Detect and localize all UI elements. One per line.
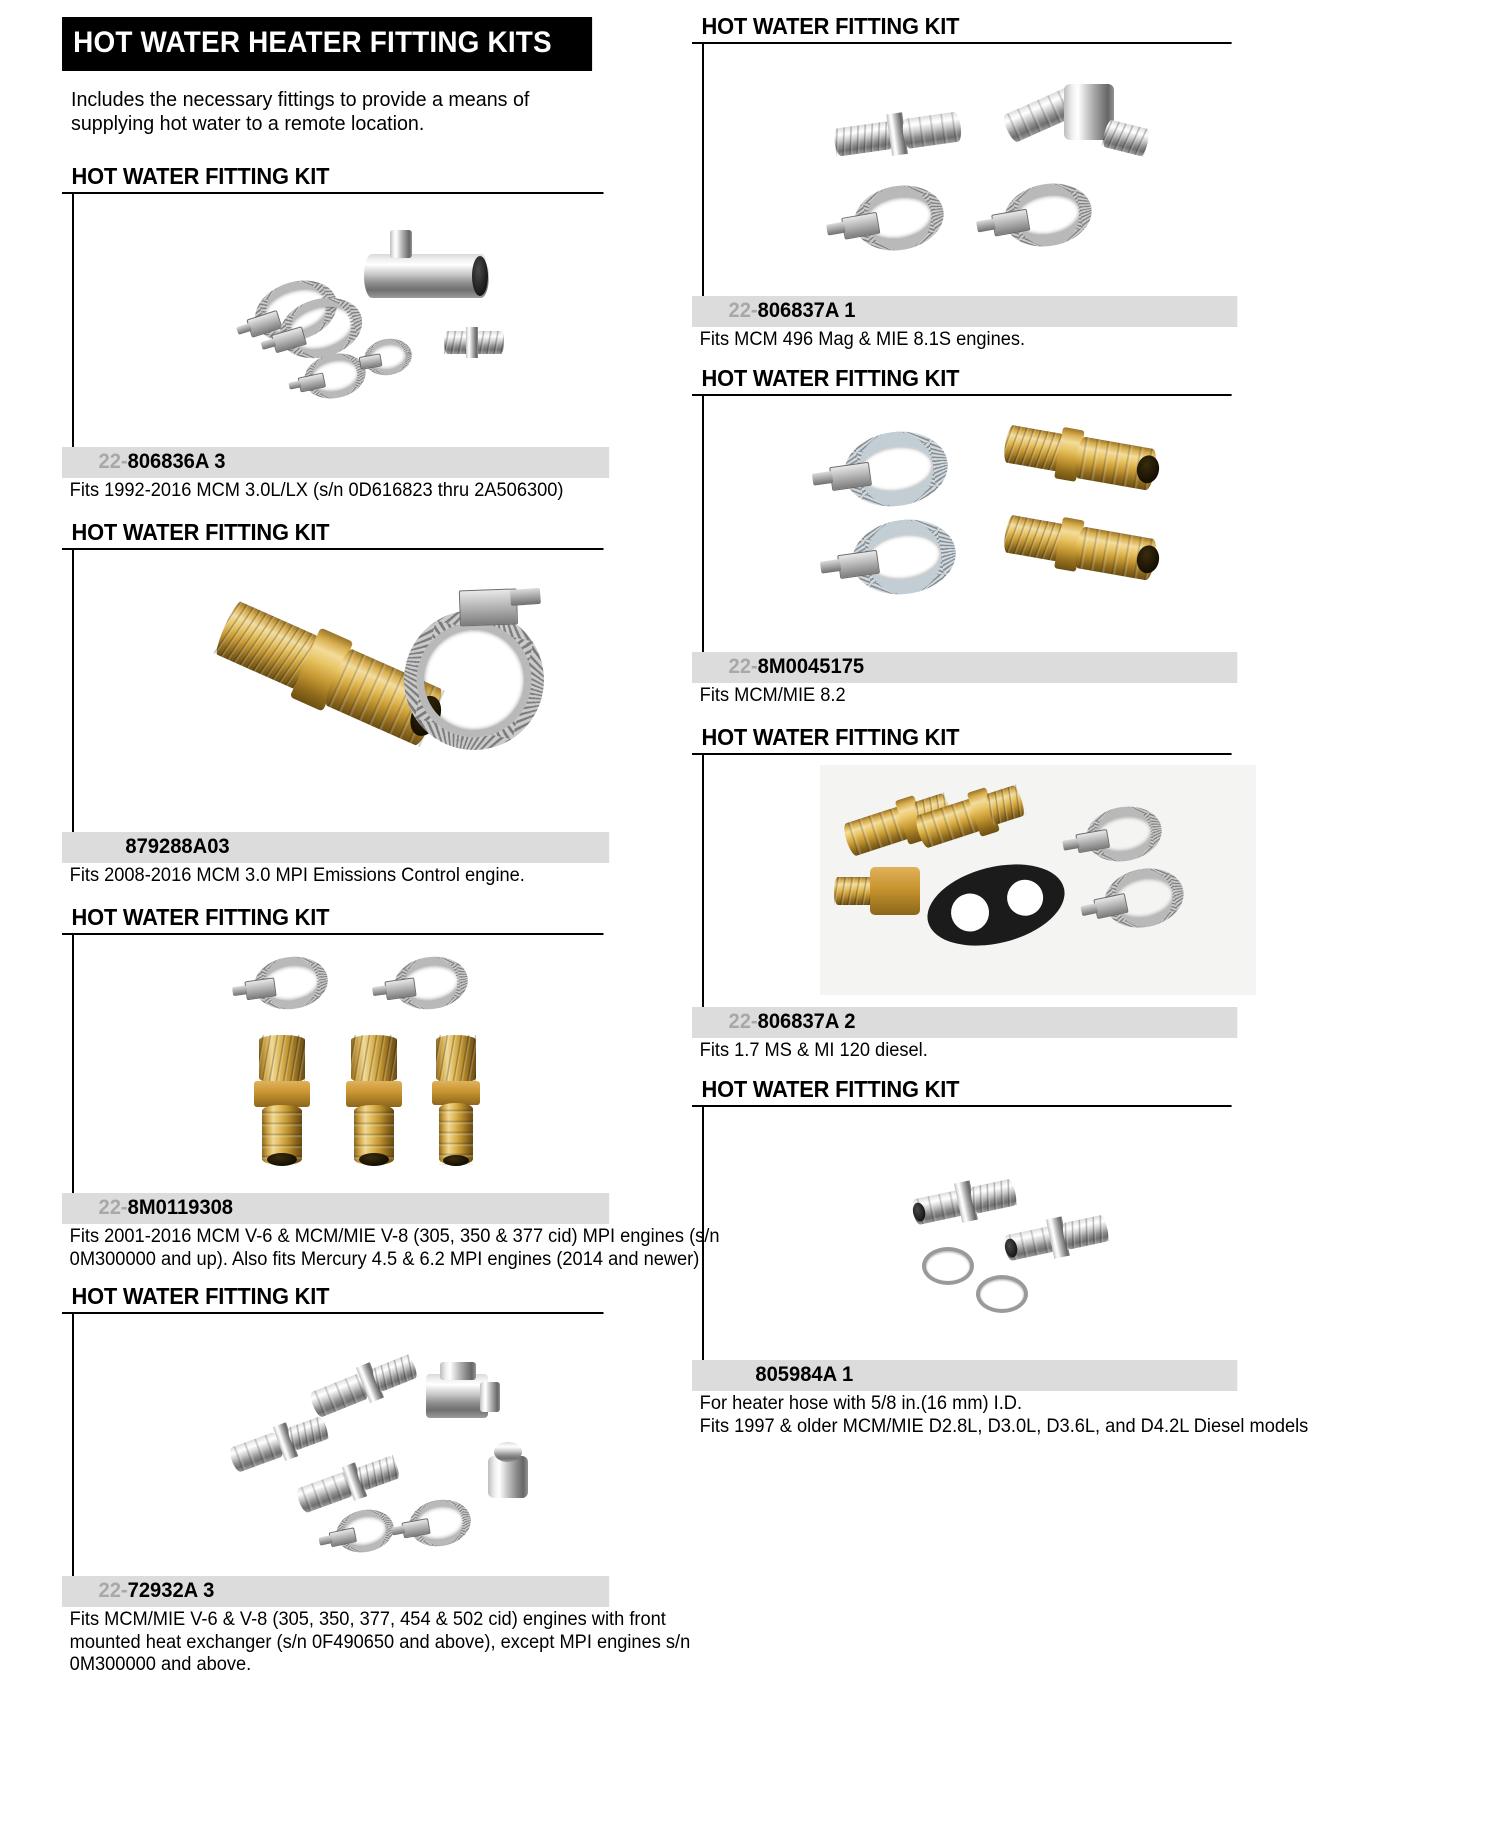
fits-text <box>62 1224 720 1271</box>
clamp-housing <box>459 588 518 626</box>
tee-body-art <box>364 254 489 298</box>
clamp-screw <box>510 588 541 606</box>
kit-block-805984a1 <box>692 1076 1340 1438</box>
clamp-screw <box>976 218 996 232</box>
thread-texture <box>833 121 894 157</box>
fits-line: Fits 2001-2016 MCM V-6 & MCM/MIE V-8 (305, 350 & 377 cid) MPI engines (s/n <box>69 1226 720 1248</box>
part-number: 8M0045175 <box>757 655 865 679</box>
brass-thread-section <box>351 1035 397 1083</box>
kit-photo-frame <box>702 44 1340 296</box>
brass-hex <box>432 1081 480 1105</box>
cap-fitting-art <box>486 1442 530 1498</box>
kit-title: HOT WATER FITTING KIT <box>692 13 1232 44</box>
nipple-collar-art <box>466 327 478 358</box>
gasket-hole <box>1003 876 1047 920</box>
hose-clamp-icon <box>251 952 332 1014</box>
nipple-thread <box>969 1179 1018 1215</box>
part-number-bar <box>62 1576 609 1607</box>
kit-title: HOT WATER FITTING KIT <box>692 365 1232 396</box>
hose-clamp-icon <box>999 177 1096 253</box>
kit-block-806837a1 <box>692 13 1340 351</box>
kit-block-806837a2 <box>692 724 1340 1062</box>
clamp-screw <box>826 222 846 236</box>
hose-clamp-icon <box>391 952 472 1014</box>
sealing-washer-art <box>976 1275 1028 1313</box>
kit-photo-frame <box>72 550 710 832</box>
steel-nipple-art <box>831 101 964 164</box>
part-number: 805984A 1 <box>755 1363 854 1387</box>
sealing-washer-art <box>922 1247 974 1285</box>
clamp-screw <box>372 986 387 997</box>
hose-clamp-icon <box>405 1495 474 1551</box>
tee-port <box>480 1382 500 1412</box>
steel-nipple-art <box>909 1171 1019 1234</box>
part-number: 8M0119308 <box>127 1196 234 1220</box>
brass-barb-art <box>254 1035 310 1165</box>
thread-texture <box>259 1035 305 1083</box>
steel-nipple-art <box>225 1408 333 1480</box>
elbow-thread <box>1101 119 1150 157</box>
fits-line: mounted heat exchanger (s/n 0F490650 and above), except MPI engines s/n <box>69 1631 691 1653</box>
part-number-bar <box>692 296 1237 327</box>
fits-text <box>62 1607 691 1676</box>
part-prefix: 22- <box>728 1009 758 1033</box>
kit-photo <box>704 44 1340 296</box>
kit-block-8m0045175 <box>692 365 1340 707</box>
nipple-thread <box>355 1455 401 1491</box>
tee-branch <box>440 1362 476 1380</box>
part-number-bar <box>62 1193 609 1224</box>
fits-text <box>692 327 1285 351</box>
hose-clamp-icon <box>391 597 557 763</box>
part-number-bar <box>692 1007 1237 1038</box>
tee-bore-art <box>472 256 488 296</box>
kit-title: HOT WATER FITTING KIT <box>62 163 604 194</box>
part-prefix: 22- <box>728 299 758 322</box>
hose-clamp-icon <box>849 179 949 258</box>
kit-title: HOT WATER FITTING KIT <box>692 724 1232 755</box>
kit-block-806836a3 <box>62 163 710 502</box>
brass-hex <box>254 1081 310 1107</box>
brass-nipple-art <box>1000 413 1169 504</box>
kit-photo <box>704 755 1340 1007</box>
right-column <box>692 0 1340 1438</box>
fits-line: Fits MCM/MIE 8.2 <box>699 685 846 707</box>
thread-texture <box>1101 119 1150 157</box>
kit-photo-frame <box>702 755 1340 1007</box>
thread-texture <box>371 1354 419 1393</box>
part-number: 806837A 1 <box>757 299 856 322</box>
thread-texture <box>355 1455 401 1491</box>
thread-texture <box>834 877 874 905</box>
part-number-bar <box>62 832 609 863</box>
elbow-fitting-art <box>1004 72 1144 182</box>
part-number: 806837A 2 <box>757 1009 856 1033</box>
intro-paragraph: Includes the necessary fittings to provide a means of supplying hot water to a remote location. <box>71 88 530 135</box>
kit-title: HOT WATER FITTING KIT <box>62 519 604 550</box>
steel-nipple-art <box>1001 1207 1111 1270</box>
kit-photo <box>704 396 1340 652</box>
kit-photo-frame <box>702 396 1340 652</box>
part-prefix: 22- <box>98 1196 128 1220</box>
brass-thread-section <box>259 1035 305 1083</box>
kit-title: HOT WATER FITTING KIT <box>62 1283 604 1314</box>
fits-line: Fits 1997 & older MCM/MIE D2.8L, D3.0L, D3.6L, and D4.2L Diesel models <box>699 1415 1309 1437</box>
part-number-bar <box>62 447 609 478</box>
left-column <box>62 0 720 1676</box>
brass-hex <box>346 1081 402 1107</box>
brass-thread-section <box>436 1035 476 1083</box>
thread-texture <box>969 1179 1018 1215</box>
nipple-barb <box>901 111 963 149</box>
fits-line: Fits MCM/MIE V-6 & V-8 (305, 350, 377, 454 & 502 cid) engines with front <box>69 1609 666 1631</box>
part-number: 806836A 3 <box>127 449 226 473</box>
fits-text <box>62 863 655 887</box>
thread-texture <box>436 1035 476 1083</box>
nipple-thread <box>371 1354 419 1393</box>
fits-text <box>692 1391 1309 1438</box>
steel-nipple-art <box>305 1345 423 1425</box>
tee-branch-art <box>390 230 412 258</box>
kit-photo <box>74 1314 710 1576</box>
fits-text <box>62 478 655 502</box>
fits-text <box>692 1038 1285 1062</box>
kit-photo <box>74 194 710 447</box>
part-number: 879288A03 <box>125 834 230 858</box>
kit-block-879288a03 <box>62 519 710 887</box>
part-prefix: 22- <box>728 655 758 679</box>
kit-photo-frame <box>72 935 710 1193</box>
cap-body <box>488 1456 528 1498</box>
hose-clamp-icon <box>839 426 952 514</box>
kit-block-72932a3 <box>62 1283 710 1676</box>
thread-texture <box>1061 1215 1110 1251</box>
kit-photo <box>704 1107 1340 1360</box>
kit-photo-frame <box>72 1314 710 1576</box>
kit-photo-frame <box>702 1107 1340 1360</box>
part-prefix: 22- <box>98 449 128 473</box>
clamp-screw <box>820 559 841 574</box>
fits-line: Fits MCM 496 Mag & MIE 8.1S engines. <box>699 329 1026 350</box>
nipple-thread <box>1061 1215 1110 1251</box>
part-number-bar <box>692 652 1237 683</box>
kit-block-8m0119308 <box>62 904 720 1271</box>
kit-photo-frame <box>72 194 710 447</box>
fits-line: Fits 2008-2016 MCM 3.0 MPI Emissions Control engine. <box>69 864 525 886</box>
tee-fitting-art <box>426 1362 500 1432</box>
plug-hex <box>870 867 920 915</box>
nipple-thread <box>833 121 894 157</box>
fits-line: Fits 1992-2016 MCM 3.0L/LX (s/n 0D616823 thru 2A506300) <box>69 479 564 501</box>
hose-clamp-icon <box>361 335 415 379</box>
part-number-bar <box>692 1360 1237 1391</box>
thread-texture <box>351 1035 397 1083</box>
kit-title: HOT WATER FITTING KIT <box>692 1076 1232 1107</box>
barb-ribs <box>901 111 963 149</box>
hose-clamp-icon <box>847 514 960 602</box>
clamp-screw <box>232 986 247 997</box>
page-title-banner: HOT WATER HEATER FITTING KITS <box>62 17 592 71</box>
tee-body <box>426 1374 488 1418</box>
fits-line: Fits 1.7 MS & MI 120 diesel. <box>699 1039 928 1061</box>
hose-clamp-icon <box>332 1505 397 1558</box>
fits-text <box>692 683 1285 707</box>
kit-photo <box>74 550 710 832</box>
kit-title: HOT WATER FITTING KIT <box>62 904 604 935</box>
brass-nipple-art <box>1000 503 1169 594</box>
fits-line: 0M300000 and up). Also fits Mercury 4.5 & 6.2 MPI engines (2014 and newer) <box>69 1248 700 1270</box>
part-prefix: 22- <box>98 1579 128 1603</box>
gasket-hole <box>947 889 993 935</box>
clamp-screw <box>812 471 833 486</box>
brass-barb-art <box>346 1035 402 1165</box>
brass-barb-art <box>432 1035 480 1165</box>
fits-line: For heater hose with 5/8 in.(16 mm) I.D. <box>699 1393 1023 1415</box>
part-number: 72932A 3 <box>127 1579 215 1603</box>
fits-line: 0M300000 and above. <box>69 1653 252 1675</box>
brass-plug-art <box>834 863 922 921</box>
kit-photo <box>74 935 710 1193</box>
plug-thread <box>834 877 874 905</box>
